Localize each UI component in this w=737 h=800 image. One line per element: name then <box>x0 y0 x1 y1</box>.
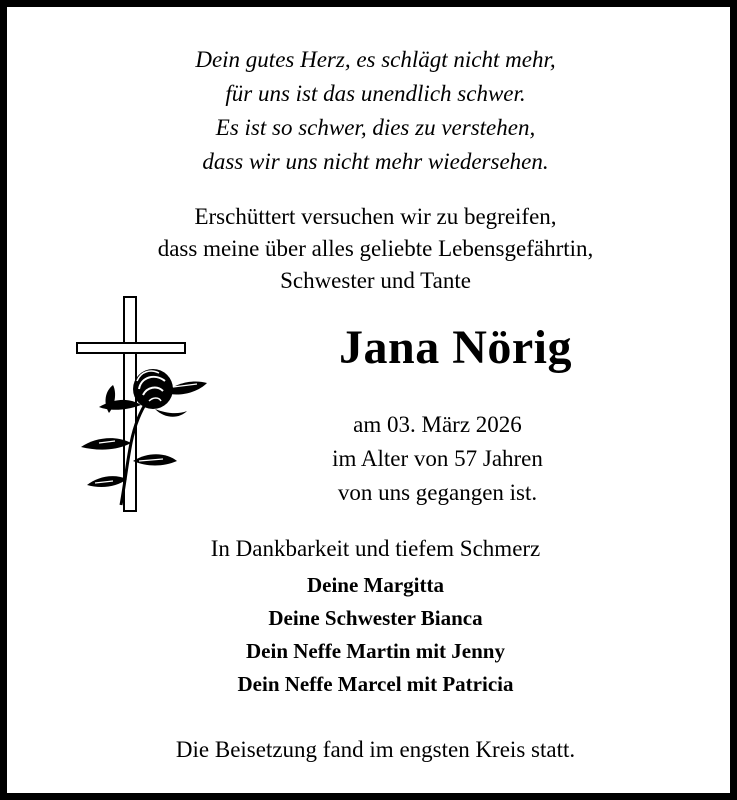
funeral-note: Die Beisetzung fand im engsten Kreis statt. <box>175 737 576 762</box>
gratitude-line: In Dankbarkeit und tiefem Schmerz <box>210 536 541 561</box>
intro-line-1: Erschüttert versuchen wir zu begreifen, <box>194 204 557 229</box>
age-line: im Alter von 57 Jahren <box>332 446 543 471</box>
mourner-4: Dein Neffe Marcel mit Patricia <box>237 672 514 696</box>
mourner-1: Deine Margitta <box>306 573 445 597</box>
passed-away-line: von uns gegangen ist. <box>337 480 538 505</box>
death-date-line: am 03. März 2026 <box>353 412 522 437</box>
deceased-name: Jana Nörig <box>339 321 572 374</box>
poem-line-4: dass wir uns nicht mehr wiedersehen. <box>202 149 549 174</box>
mourner-2: Deine Schwester Bianca <box>268 606 483 630</box>
poem-line-1: Dein gutes Herz, es schlägt nicht mehr, <box>195 47 556 72</box>
poem-line-3: Es ist so schwer, dies zu verstehen, <box>215 115 536 140</box>
intro-line-2: dass meine über alles geliebte Lebensgefährtin, <box>157 236 594 261</box>
mourner-3: Dein Neffe Martin mit Jenny <box>246 639 505 663</box>
poem-line-2: für uns ist das unendlich schwer. <box>225 81 526 106</box>
intro-line-3: Schwester und Tante <box>280 268 471 293</box>
